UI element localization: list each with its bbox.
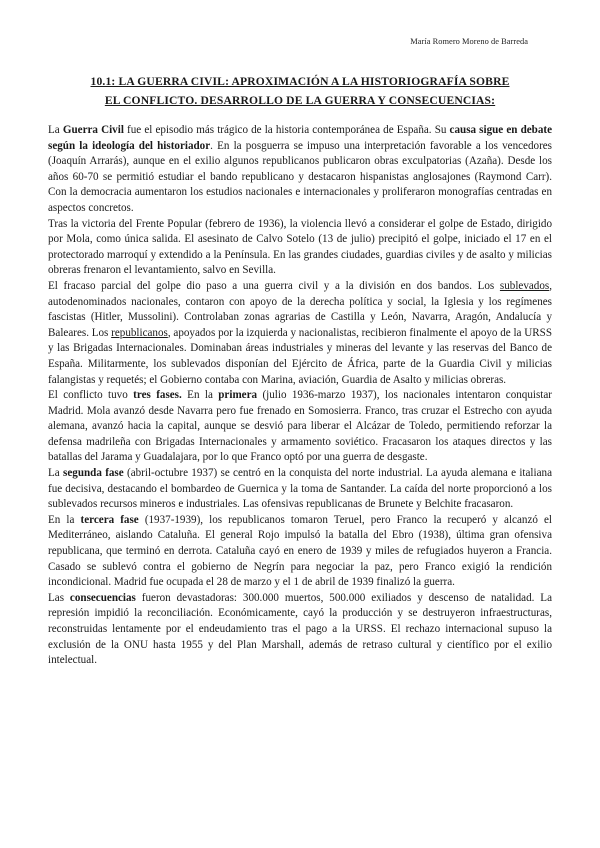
- bold-term: tres fases.: [133, 389, 182, 402]
- document-title: [48, 72, 552, 110]
- paragraph-historiography: [48, 123, 552, 217]
- text-run: fue el episodio más trágico de la historia contemporánea de España. Su: [123, 124, 450, 136]
- paragraph-phase-3: [48, 513, 552, 591]
- text-run: fueron devastadoras: 300.000 muertos, 500.000 exiliados y descenso de natalidad. La represión impidió la reconciliación. Económicamente, cayó la producción y se destruyeron infraestructuras, reconstruidas lentamente por el endeudamiento tras el pago a la URSS. El rechazo internacional supuso la exclusión de la ONU hasta 1955 y del Plan Marshall, además de retraso cultural y científico por el exilio intelectual.: [48, 591, 552, 667]
- text-run: En la: [181, 389, 219, 402]
- text-run: El conflicto tuvo: [48, 389, 134, 402]
- bold-term: causa sigue en debate según la ideología del historiador: [48, 124, 553, 152]
- bold-term: tercera fase: [80, 513, 139, 526]
- paragraph-coup: Tras la victoria del Frente Popular (febrero de 1936), la violencia llevó a considerar el golpe de Estado, dirigido por Mola, como única salida. El asesinato de Calvo Sotelo (13 de julio) precipitó el golpe, iniciado el 17 en el protectorado marroquí y extendido a la Península. En las grandes ciudades, guardias civiles y de asalto y milicias obreras frenaron el levantamiento, salvo en Sevilla.: [48, 217, 552, 277]
- paragraph-sides: [48, 279, 552, 388]
- bold-term: Guerra Civil: [62, 124, 124, 136]
- text-run: . En la posguerra se impuso una interpretación favorable a los vencedores (Joaquín Arrarás), aunque en el exilio algunos republicanos publicaron obras exculpatorias (Azaña). Desde los años 60-70 se permitió estudiar el bando republicano y destacaron hispanistas anglosajones (Raymond Carr). Con la democracia aumentaron los estudios nacionales e internacionales y proliferaron monografías centradas en aspectos concretos.: [48, 139, 553, 214]
- text-run: (abril-octubre 1937) se centró en la conquista del norte industrial. La ayuda alemana e italiana fue decisiva, destacando el bombardeo de Guernica y la toma de Santander. La caída del norte proporcionó a los sublevados recursos mineros e industriales. Las ofensivas republicanas de Brunete y Belchite fracasaron.: [48, 467, 552, 511]
- paragraph-consequences: [48, 591, 552, 669]
- paragraph-phase-2: [48, 466, 552, 513]
- text-run: , autodenominados nacionales, contaron con apoyo de la derecha política y social, la Iglesia y los regímenes fascistas (Hitler, Mussolini). Controlaban zonas agrarias de Castilla y León, Navarra, Aragón, Andalucía y Baleares. Los: [48, 279, 552, 339]
- document-body: [48, 123, 552, 669]
- text-run: La: [48, 467, 64, 480]
- text-run: Las: [48, 591, 70, 604]
- author-header: María Romero Moreno de Barreda: [410, 37, 528, 46]
- text-run: El fracaso parcial del golpe dio paso a una guerra civil y a la división en dos bandos. Los: [48, 279, 500, 292]
- text-run: La: [48, 124, 63, 136]
- title-line-1: 10.1: LA GUERRA CIVIL: APROXIMACIÓN A LA HISTORIOGRAFÍA SOBRE: [90, 75, 510, 88]
- text-run: En la: [48, 513, 81, 526]
- text-run: (julio 1936-marzo 1937), los nacionales intentaron conquistar Madrid. Mola avanzó desde Navarra pero fue frenado en Somosierra. Franco, tras cruzar el Estrecho con ayuda alemana, avanzó hacia la capital, aunque se desvió para liberar el Alcázar de Toledo, permitiendo reforzar la defensa madrileña con Brigadas Internacionales y armamento soviético. Fracasaron los ataques directos y las batallas del Jarama y Guadalajara, por lo que Franco optó por una guerra de desgaste.: [48, 389, 552, 464]
- text-run: (1937-1939), los republicanos tomaron Teruel, pero Franco la recuperó y alcanzó el Mediterráneo, aislando Cataluña. El general Rojo impulsó la batalla del Ebro (1938), última gran ofensiva republicana, que terminó en derrota. Cataluña cayó en enero de 1939 y miles de refugiados huyeron a Francia. Casado se sublevó contra el gobierno de Negrín para negociar la paz, pero Franco exigió la rendición incondicional. Madrid fue ocupada el 28 de marzo y el 1 de abril de 1939 finalizó la guerra.: [48, 513, 553, 589]
- title-line-2: EL CONFLICTO. DESARROLLO DE LA GUERRA Y CONSECUENCIAS:: [104, 94, 496, 107]
- underlined-term: sublevados: [499, 279, 550, 292]
- underlined-term: republicanos: [111, 326, 168, 339]
- text-run: , apoyados por la izquierda y nacionalistas, recibieron finalmente el apoyo de la URSS y las Brigadas Internacionales. Dominaban áreas industriales y mineras del levante y las reservas del Banco de España. Militarmente, los sublevados disponían del Ejército de África, parte de la Guardia Civil y milicias falangistas y requetés; el Gobierno contaba con Marina, aviación, Guardia de Asalto y milicias obreras.: [48, 326, 553, 386]
- bold-term: primera: [218, 389, 258, 402]
- bold-term: consecuencias: [69, 591, 136, 604]
- paragraph-phase-1: [48, 388, 552, 466]
- bold-term: segunda fase: [63, 467, 124, 480]
